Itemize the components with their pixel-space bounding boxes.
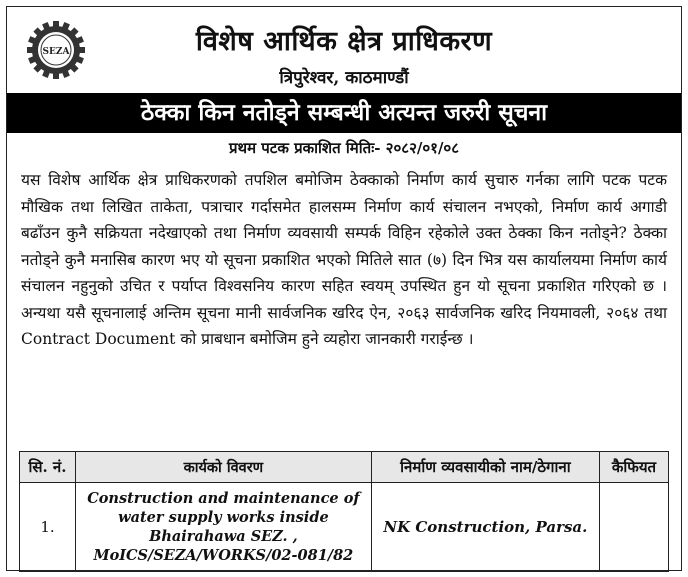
- header-remarks: कैफियत: [599, 452, 668, 483]
- notice-body: यस विशेष आर्थिक क्षेत्र प्राधिकरणको तपशिल बमोजिम ठेक्काको निर्माण कार्य सुचारु गर्नका लागि पटक पटक मौखिक तथा लिखित ताकेता, पत्राचार गर्दासमेत हालसम्म निर्माण कार्य संचालन नभएको, निर्माण कार्य अगाडी बढाँउन कुनै सक्रियता नदेखाएको तथा निर्माण व्यवसायी सम्पर्क विहिन रहेकोले उक्त ठेक्का किन नतोड्ने? ठेक्का नतोड्ने कुनै मनासिब कारण भए यो सूचना प्रकाशित भएको मितिले सात (७) दिन भित्र यस कार्यालयमा निर्माण कार्य संचालन नहुनुको उचित र पर्याप्त विश्वसनिय कारण सहित स्वयम् उपस्थित हुन यो सूचना प्रकाशित गरिएको छ । अन्यथा यसै सूचनालाई अन्तिम सूचना मानी सार्वजनिक खरिद ऐन, २०६३ सार्वजनिक खरिद नियमावली, २०६४ तथा Contract Document को प्राबधान बमोजिम हुने व्यहोरा जानकारी गराईन्छ ।: [21, 171, 667, 348]
- contract-table: [19, 451, 669, 572]
- logo-text: SEZA: [42, 47, 70, 57]
- row-contractor: NK Construction, Parsa.: [371, 483, 599, 572]
- description-line: Construction and maintenance of: [87, 490, 360, 507]
- description-line: MoICS/SEZA/WORKS/02-081/82: [93, 547, 354, 564]
- org-address: त्रिपुरेश्वर, काठमाण्डौं: [279, 68, 409, 88]
- org-name: विशेष आर्थिक क्षेत्र प्राधिकरण: [195, 26, 493, 57]
- row-serial-number: 1.: [20, 483, 76, 572]
- published-date: प्रथम पटक प्रकाशित मितिः- २०८२/०१/०८: [228, 139, 460, 157]
- header-contractor: निर्माण व्यवसायीको नाम/ठेगाना: [371, 452, 599, 483]
- description-line: water supply works inside: [118, 509, 329, 526]
- notice-title: ठेक्का किन नतोड्ने सम्बन्धी अत्यन्त जरुरी सूचना: [140, 99, 548, 126]
- table-header-row: [20, 452, 669, 483]
- row-work-description: [75, 483, 371, 572]
- header-serial-number: सि. नं.: [20, 452, 76, 483]
- description-line: Bhairahawa SEZ. ,: [149, 528, 298, 545]
- notice-title-bar: [7, 93, 681, 133]
- table-row: [20, 483, 669, 572]
- notice-page: [6, 6, 682, 571]
- header-work-description: कार्यको विवरण: [75, 452, 371, 483]
- row-remarks: [599, 483, 668, 572]
